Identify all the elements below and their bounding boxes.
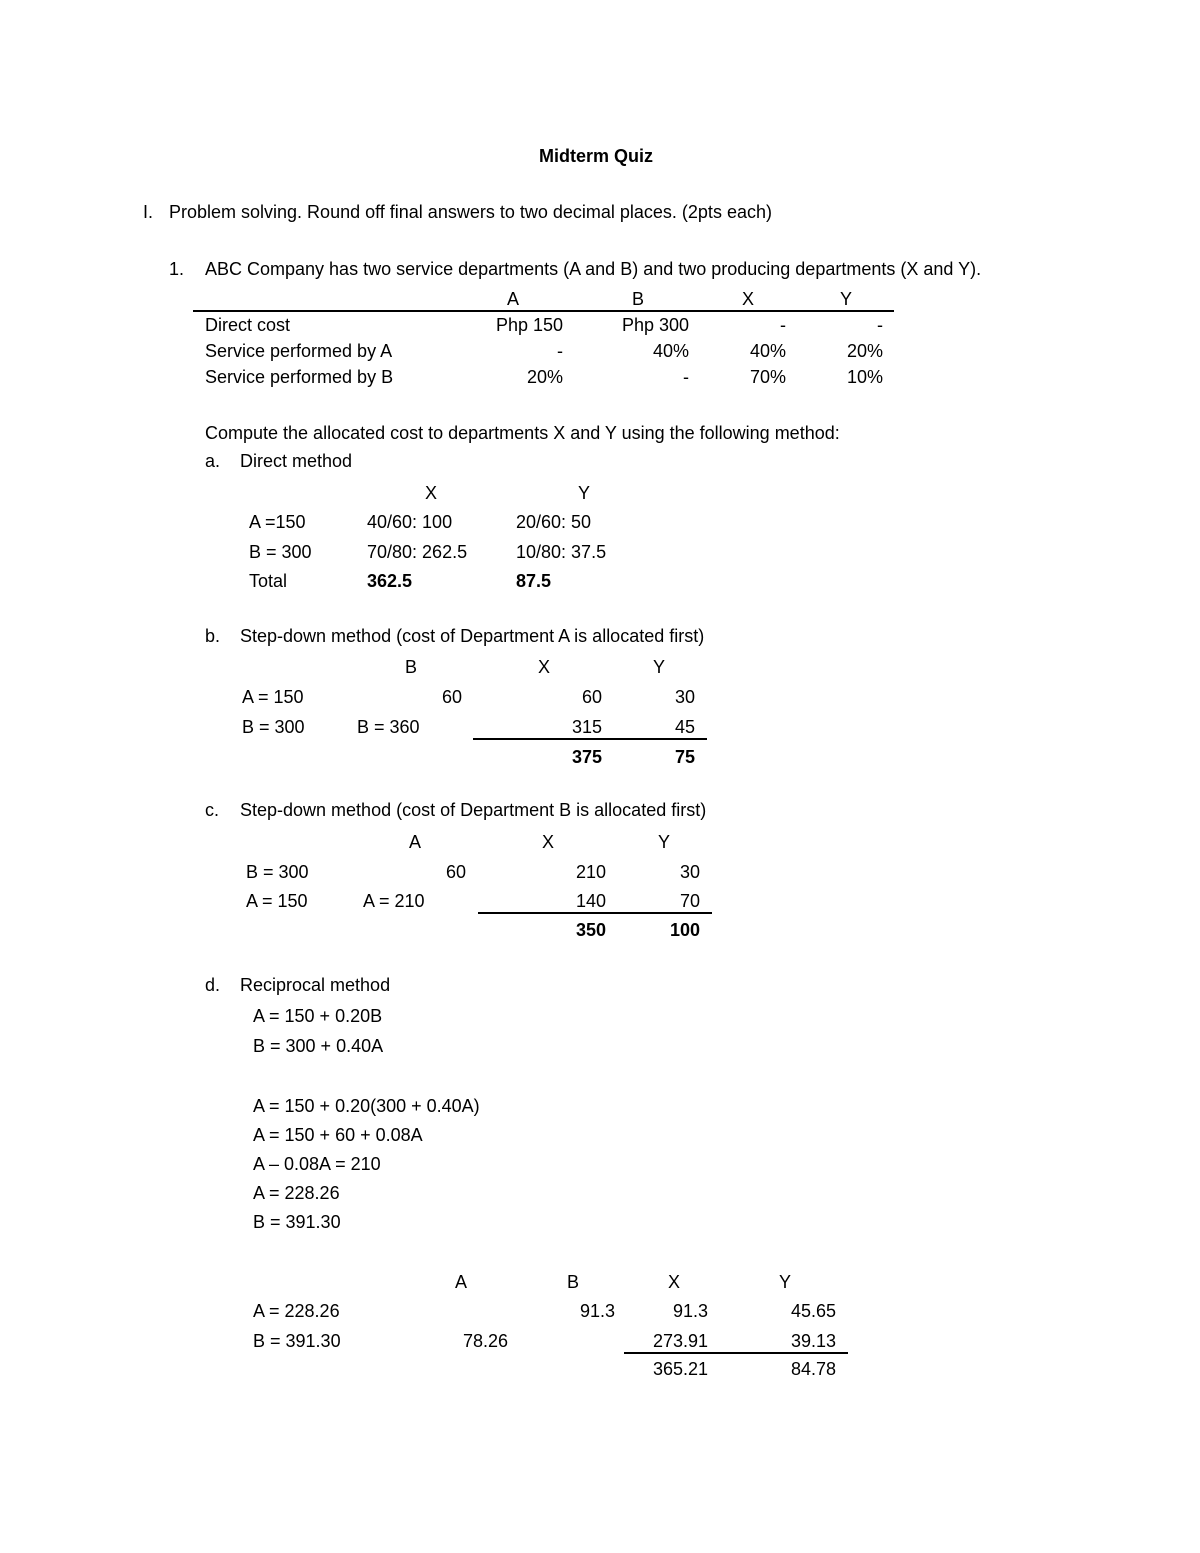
column-header-y: Y (658, 832, 671, 852)
total-y: 75 (674, 747, 695, 767)
equation: A = 150 + 0.20(300 + 0.40A) (253, 1096, 480, 1116)
table-row-label: Service performed by B (205, 367, 394, 387)
allocation-cell: 315 (571, 717, 602, 737)
row-label: B = 391.30 (253, 1331, 341, 1351)
allocation-cell: 91.3 (672, 1301, 708, 1321)
table-cell: 10% (846, 367, 883, 387)
table-row-label: Service performed by A (205, 341, 393, 361)
equation: B = 391.30 (253, 1212, 341, 1232)
table-cell: 20% (526, 367, 563, 387)
instruction-text: Compute the allocated cost to departments X and Y using the following method: (205, 423, 840, 443)
part-marker: c. (205, 800, 220, 820)
total-x: 362.5 (367, 571, 413, 591)
allocation-cell: 30 (679, 862, 700, 882)
table-cell: - (557, 341, 563, 361)
sum-rule (478, 912, 712, 914)
total-x: 350 (575, 920, 606, 940)
equation: A = 150 + 0.20B (253, 1006, 383, 1026)
allocation-cell: 60 (441, 687, 462, 707)
calc-cell: 70/80: 262.5 (367, 542, 468, 562)
allocation-cell: 273.91 (652, 1331, 708, 1351)
redistributed-cost: A = 210 (363, 891, 425, 911)
equation: A – 0.08A = 210 (253, 1154, 381, 1174)
total-y: 87.5 (516, 571, 552, 591)
table-cell: 70% (749, 367, 786, 387)
allocation-cell: 60 (581, 687, 602, 707)
total-label: Total (249, 571, 288, 591)
calc-cell: 20/60: 50 (516, 512, 592, 532)
allocation-cell: 39.13 (790, 1331, 836, 1351)
table-cell: - (683, 367, 689, 387)
section-instructions: Problem solving. Round off final answers to two decimal places. (2pts each) (169, 202, 772, 222)
part-marker: d. (205, 975, 221, 995)
column-header-y: Y (653, 657, 666, 677)
allocation-cell: 140 (575, 891, 606, 911)
calc-cell: 40/60: 100 (367, 512, 453, 532)
allocation-cell: 60 (445, 862, 466, 882)
sum-rule (624, 1352, 848, 1354)
total-y: 84.78 (790, 1359, 836, 1379)
part-title: Direct method (240, 451, 353, 471)
allocation-cell: 78.26 (462, 1331, 508, 1351)
question-number: 1. (169, 259, 185, 279)
column-header-y: Y (779, 1272, 792, 1292)
equation: B = 300 + 0.40A (253, 1036, 384, 1056)
column-header-x: X (668, 1272, 681, 1292)
column-header-a: A (455, 1272, 468, 1292)
table-cell: 40% (652, 341, 689, 361)
column-header-x: X (425, 483, 438, 503)
total-y: 100 (669, 920, 700, 940)
calc-cell: 10/80: 37.5 (516, 542, 607, 562)
row-label: A = 150 (246, 891, 308, 911)
table-cell: Php 300 (621, 315, 689, 335)
table-cell: - (877, 315, 883, 335)
row-label: B = 300 (246, 862, 309, 882)
equation: A = 150 + 60 + 0.08A (253, 1125, 423, 1145)
part-marker: a. (205, 451, 221, 471)
part-marker: b. (205, 626, 221, 646)
allocation-cell: 30 (674, 687, 695, 707)
column-header-b: B (405, 657, 418, 677)
table-cell: - (780, 315, 786, 335)
column-header-x: X (538, 657, 551, 677)
part-title: Step-down method (cost of Department A is allocated first) (240, 626, 705, 646)
table-cell: 40% (749, 341, 786, 361)
column-header-a: A (409, 832, 422, 852)
allocation-cell: 70 (679, 891, 700, 911)
table-header-a: A (506, 289, 519, 309)
allocation-cell: 45 (674, 717, 695, 737)
table-row-label: Direct cost (205, 315, 291, 335)
table-header-x: X (741, 289, 754, 309)
allocation-cell: 210 (575, 862, 606, 882)
column-header-x: X (542, 832, 555, 852)
redistributed-cost: B = 360 (357, 717, 420, 737)
question-text: ABC Company has two service departments (A and B) and two producing departments (X and Y). (205, 259, 982, 279)
row-label: A = 228.26 (253, 1301, 340, 1321)
table-cell: 20% (846, 341, 883, 361)
row-label: B = 300 (242, 717, 305, 737)
row-label: A =150 (249, 512, 306, 532)
table-cell: Php 150 (495, 315, 563, 335)
allocation-cell: 45.65 (790, 1301, 836, 1321)
row-label: B = 300 (249, 542, 312, 562)
column-header-y: Y (578, 483, 591, 503)
allocation-cell: 91.3 (579, 1301, 615, 1321)
total-x: 375 (571, 747, 602, 767)
equation: A = 228.26 (253, 1183, 340, 1203)
column-header-b: B (567, 1272, 580, 1292)
row-label: A = 150 (242, 687, 304, 707)
part-title: Step-down method (cost of Department B is allocated first) (240, 800, 707, 820)
sum-rule (473, 738, 707, 740)
table-header-b: B (631, 289, 644, 309)
part-title: Reciprocal method (240, 975, 391, 995)
total-x: 365.21 (652, 1359, 708, 1379)
table-header-y: Y (839, 289, 852, 309)
page-title: Midterm Quiz (539, 146, 654, 166)
table-header-rule (193, 310, 894, 312)
section-marker: I. (143, 202, 154, 222)
